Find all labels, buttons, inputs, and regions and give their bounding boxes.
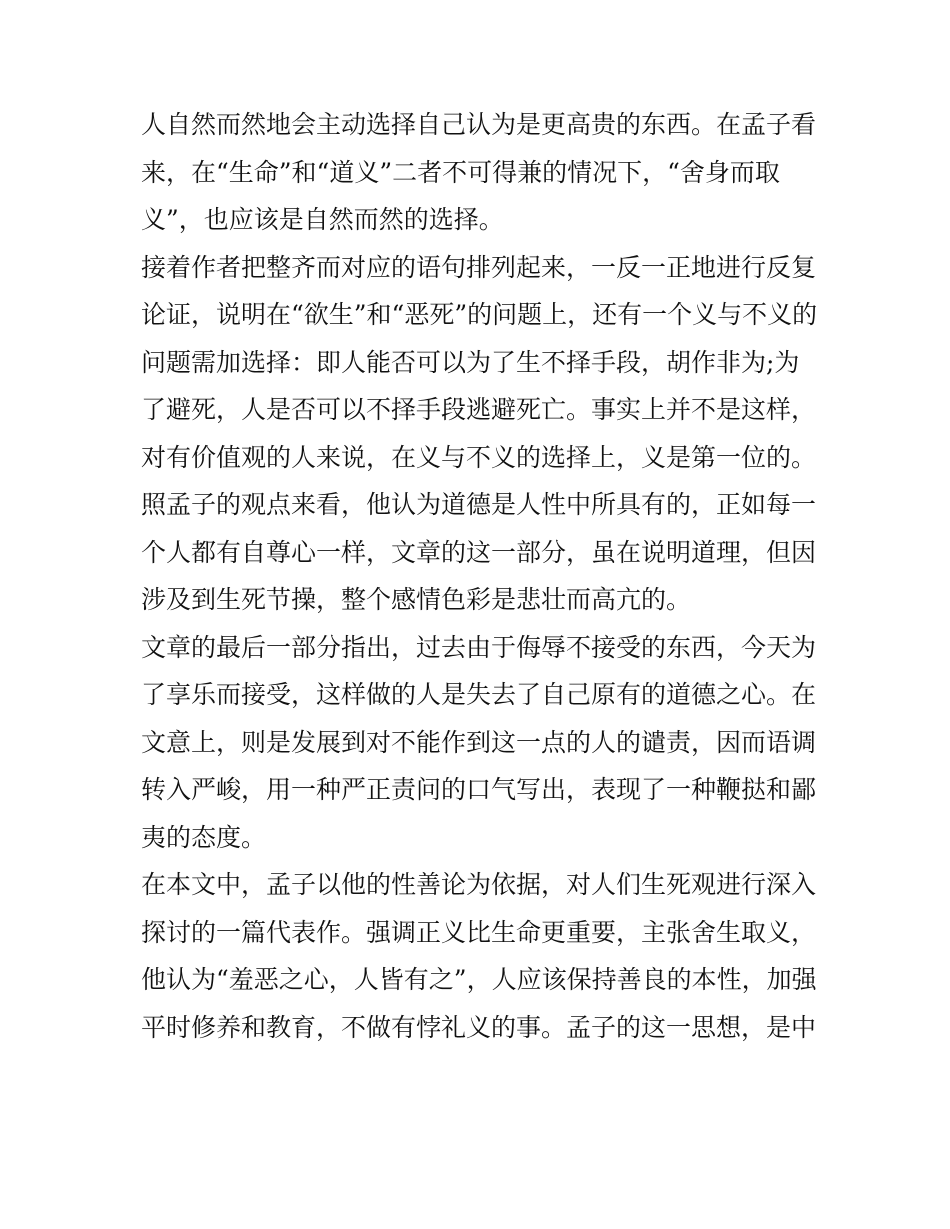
text-line: 夷的态度。: [141, 822, 267, 852]
text-line: 转入严峻，用一种严正责问的口气写出，表现了一种鞭挞和鄙: [141, 775, 817, 804]
text-line: 探讨的一篇代表作。强调正义比生命更重要，主张舍生取义，: [141, 917, 817, 947]
text-line: 照孟子的观点来看，他认为道德是人性中所具有的，正如每一: [141, 490, 817, 519]
text-line: 他认为“羞恶之心，人皆有之”，人应该保持善良的本性，加强: [141, 965, 817, 994]
text-line: 论证，说明在“欲生”和“恶死”的问题上，还有一个义与不义的: [141, 300, 818, 329]
text-line: 平时修养和教育，不做有悖礼义的事。孟子的这一思想，是中: [141, 1012, 817, 1042]
text-line: 问题需加选择：即人能否可以为了生不择手段，胡作非为;为: [141, 347, 800, 377]
body-text: [141, 101, 821, 1051]
text-line: 文章的最后一部分指出，过去由于侮辱不接受的东西，今天为: [141, 632, 817, 662]
text-line: 人自然而然地会主动选择自己认为是更高贵的东西。在孟子看: [141, 110, 817, 139]
text-line: 了避死，人是否可以不择手段逃避死亡。事实上并不是这样，: [141, 395, 817, 424]
text-line: 义”，也应该是自然而然的选择。: [141, 205, 504, 234]
text-line: 涉及到生死节操，整个感情色彩是悲壮而高亢的。: [141, 585, 692, 614]
text-line: 对有价值观的人来说，在义与不义的选择上，义是第一位的。: [141, 442, 817, 472]
text-line: 个人都有自尊心一样，文章的这一部分，虽在说明道理，但因: [141, 537, 817, 567]
text-line: 接着作者把整齐而对应的语句排列起来，一反一正地进行反复: [141, 252, 817, 282]
text-line: 在本文中，孟子以他的性善论为依据，对人们生死观进行深入: [141, 870, 817, 899]
text-line: 文意上，则是发展到对不能作到这一点的人的谴责，因而语调: [141, 727, 817, 757]
text-line: 了享乐而接受，这样做的人是失去了自己原有的道德之心。在: [141, 680, 817, 709]
text-line: 来，在“生命”和“道义”二者不可得兼的情况下，“舍身而取: [141, 157, 780, 187]
